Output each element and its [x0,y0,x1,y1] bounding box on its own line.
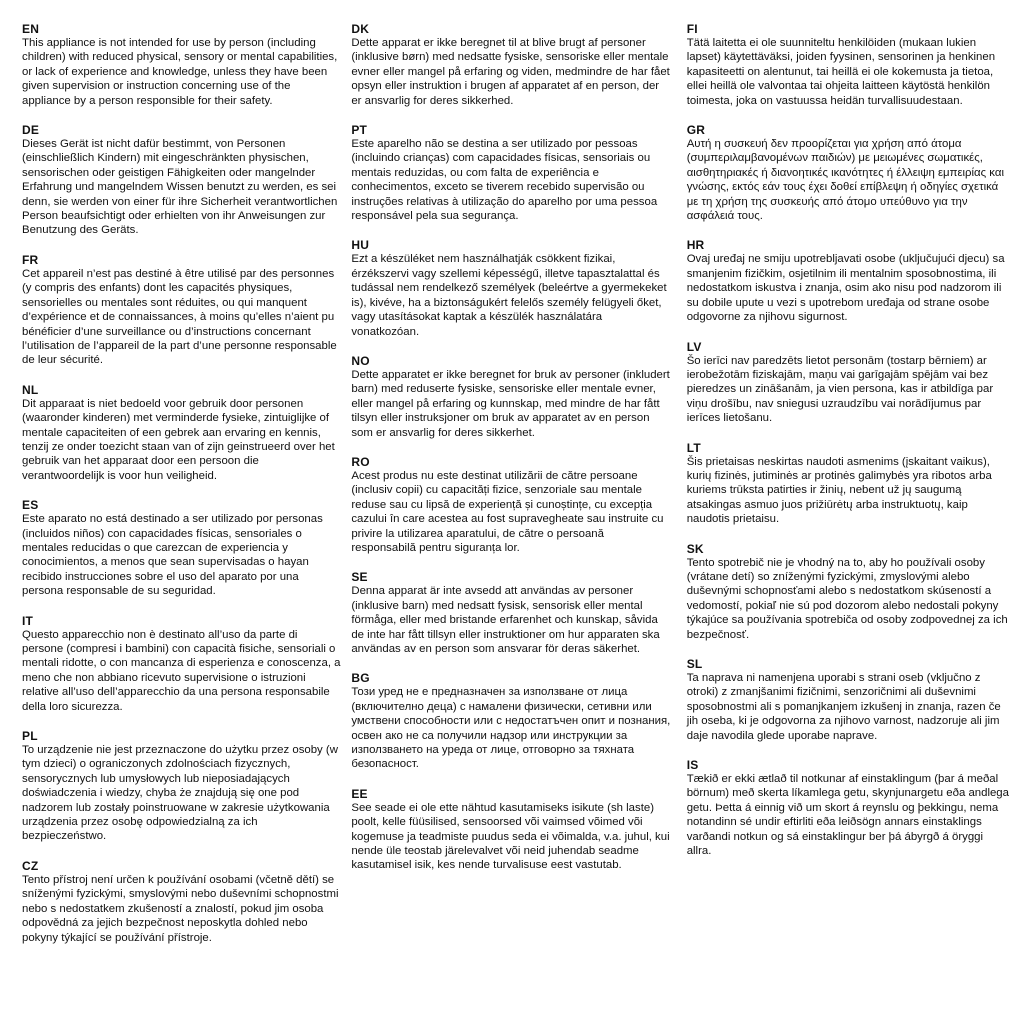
language-code: PL [22,729,38,744]
language-section-no [351,354,670,440]
safety-warning-text: Este aparato no está destinado a ser utilizado por personas (incluidos niños) con capacidades físicas, sensoriales o mentales reducidas o que carezcan de experiencia y conocimientos, a menos que sean supervisadas o hayan recibido instrucciones sobre el uso del aparato por una persona responsable de su seguridad. [22,513,323,598]
safety-warning-text: Šo ierīci nav paredzēts lietot personām (tostarp bērniem) ar ierobežotām fiziskajām, maņu vai garīgajām spējām vai bez pieredzes un zināšanām, ja vien persona, kas ir atbildīga par viņu drošību, nav sniegusi uzraudzību vai norādījumus par ierīces lietošanu. [686,354,994,425]
language-code: LV [686,339,702,354]
safety-warning-text: Tätä laitetta ei ole suunniteltu henkilöiden (mukaan lukien lapset) käytettäväksi, joiden fyysinen, sensorinen ja henkinen kapasiteetti on alentunut, tai heillä ei ole kokemusta ja tietoa, ellei heillä ole valvontaa tai ohjeita laitteen käytöstä henkilön toimesta, joka on vastuussa heidän turvallisuudestaan. [686,37,996,107]
language-code: DE [22,123,40,138]
language-section-gr [687,123,1010,223]
language-code: IT [22,613,34,628]
language-section-sk [687,542,1010,642]
safety-warning-text: Αυτή η συσκευή δεν προορίζεται για χρήση από άτομα (συμπεριλαμβανομένων παιδιών) με μειωμένες σωματικές, αισθητηριακές ή διανοητικές ικανότητες ή έλλειψη εμπειρίας και γνώσης, εκτός εάν τους έχει δοθεί επίβλεψη ή οδηγίες σχετικά με τη χρήση της συσκευής από άτομο υπεύθυνο για την ασφάλειά τους. [686,138,1004,223]
language-code: DK [351,22,370,36]
language-code: BG [351,671,370,686]
language-section-ro [351,455,670,555]
safety-warning-text: Dit apparaat is niet bedoeld voor gebruik door personen (waaronder kinderen) met verminderde fysieke, zintuiglijke of mentale capaciteiten of een gebrek aan ervaring en kennis, tenzij ze onder toezicht staan van of zijn geinstrueerd over het gebruik van het apparaat door een persoon die verantwoordelijk is voor hun veiligheid. [22,397,335,482]
language-section-lv [687,340,1010,426]
language-section-nl [22,383,341,483]
safety-warning-text: Cet appareil n’est pas destiné à être utilisé par des personnes (y compris des enfants) dont les capacités physiques, sensorielles ou mentales sont réduites, ou qui manquent d’expérience et de connaissances, à moins qu’elles n’aient pu bénéficier d’une surveillance ou d’instructions concernant l’utilisation de l’appareil de la part d’une personne responsable de leur sécurité. [22,267,337,367]
safety-warning-text: Ezt a készüléket nem használhatják csökkent fizikai, érzékszervi vagy szellemi képességű, illetve tapasztalattal és tudással nem rendelkező személyek (beleértve a gyermekeket is), kivéve, ha a biztonságukért felelős személy felügyeli őket, vagy utasításokat kaptak a készülék használatára vonatkozóan. [351,253,667,338]
language-section-fr [22,253,341,368]
language-section-de [22,123,341,238]
language-section-pt [351,123,670,223]
language-section-fi [687,22,1010,108]
safety-warning-text: Tento spotrebič nie je vhodný na to, aby ho používali osoby (vrátane detí) so zníženými fyzickými, zmyslovými alebo duševnými schopnosťami alebo s nedostatkom skúseností a vedomostí, pokiaľ nie sú pod dozorom alebo nedostali pokyny týkajúce sa používania spotrebiča od osoby zodpovednej za ich bezpečnosť. [686,556,1008,641]
language-code: SE [351,570,368,585]
safety-warning-text: Tækið er ekki ætlað til notkunar af einstaklingum (þar á meðal börnum) með skerta líkamlega getu, skynjunargetu eða andlega getu. Þetta á einnig við um skort á reynslu og þekkingu, nema notandinn sé undir eftirliti eða leiðsögn annars einstaklings varðandi notkun og sá einstaklingur ber þá ábyrgð á öryggi allra. [686,773,1009,858]
language-code: FR [22,252,39,267]
language-code: NL [22,382,39,397]
language-section-is [687,758,1010,858]
language-code: GR [686,123,706,138]
safety-warning-text: Dette apparat er ikke beregnet til at blive brugt af personer (inklusive børn) med nedsatte fysiske, sensoriske eller mentale evner eller mangel på erfaring og viden, medmindre de har fået opsyn eller instruktion i brugen af apparatet af en person, der er ansvarlig for deres sikkerhed. [351,37,670,107]
safety-warning-text: To urządzenie nie jest przeznaczone do użytku przez osoby (w tym dzieci) o ograniczonych zdolnościach fizycznych, sensorycznych lub umysłowych lub nieposiadających doświadczenia i wiedzy, chyba że znajdują się one pod nadzorem lub zostały poinstruowane w zakresie użytkowania urządzenia przez osobę odpowiedzialną za ich bezpieczeństwo. [22,744,338,843]
language-code: HU [351,238,370,253]
safety-warning-text: Questo apparecchio non è destinato all’uso da parte di persone (compresi i bambini) con capacità fisiche, sensoriali o mentali ridotte, o con mancanza di esperienza e conoscenza, a meno che non abbiano ricevuto supervisione o istruzioni relative all’uso dell’apparecchio da una persona responsabile della loro sicurezza. [22,628,341,713]
language-section-bg [351,671,670,771]
language-section-sl [687,657,1010,743]
language-section-pl [22,729,341,844]
safety-warning-text: Tento přístroj není určen k používání osobami (včetně dětí) se sníženými fyzickými, smyslovými nebo duševními schopnostmi nebo s nedostatkem zkušeností a znalostí, pokud jim osoba odpovědná za jejich bezpečnost neposkytla dohled nebo pokyny týkající se používání přístroje. [22,873,339,944]
language-code: RO [351,454,370,469]
safety-warning-text: Acest produs nu este destinat utilizării de către persoane (inclusiv copii) cu capacități fizice, senzoriale sau mentale reduse sau cu lipsă de experiență și cunoștințe, cu excepția cazului în care acestea au fost supravegheate sau instruite cu privire la utilizarea aparatului, de către o persoană responsabilă pentru siguranța lor. [351,469,664,554]
language-code: SK [686,541,704,556]
language-code: ES [22,498,39,513]
safety-warning-text: Ovaj uređaj ne smiju upotrebljavati osobe (uključujući djecu) sa smanjenim fizičkim, osjetilnim ili mentalnim sposobnostima, ili nedostatkom iskustva i znanja, osim ako nisu pod nadzorom ili su dobile upute u vezi s upotrebom uređaja od strane osobe odgovorne za njihovu sigurnost. [686,253,1005,324]
language-section-lt [687,441,1010,527]
language-section-cz [22,859,341,945]
language-code: EN [22,22,40,36]
safety-warning-text: See seade ei ole ette nähtud kasutamiseks isikute (sh laste) poolt, kelle füüsilised, sensoorsed või vaimsed võimed või kogemuse ja teadmiste puudus seda ei võimalda, v.a. juhul, kui nende üle teostab järelevalvet või neid juhendab seadme kasutamisel isik, kes nende turvalisuse eest vastutab. [351,801,670,872]
safety-warning-text: Dette apparatet er ikke beregnet for bruk av personer (inkludert barn) med reduserte fysiske, sensoriske eller mentale evner, eller mangel på erfaring og kunnskap, med mindre de har fått tilsyn eller instruksjoner om bruk av apparatet av en person som er ansvarlig for deres sikkerhet. [351,368,670,439]
safety-warning-text: Este aparelho não se destina a ser utilizado por pessoas (incluindo crianças) com capacidades físicas, sensoriais ou mentais reduzidas, ou com falta de experiência e conhecimentos, exceto se tiverem recebido supervisão ou instruções relativas à utilização do aparelho por uma pessoa responsável pela sua segurança. [351,138,658,223]
language-code: EE [351,786,368,801]
language-code: PT [351,123,368,138]
safety-warning-text: Dieses Gerät ist nicht dafür bestimmt, von Personen (einschließlich Kindern) mit eingeschränkten physischen, sensorischen oder geistigen Fähigkeiten oder mangelnder Erfahrung und mangelndem Wissen benutzt zu werden, es sei denn, sie werden von einer für ihre Sicherheit verantwortlichen Person beaufsichtigt oder erhielten von ihr Anweisungen zur Benutzung des Geräts. [22,138,338,237]
language-code: LT [686,440,701,455]
language-code: NO [351,353,370,368]
language-section-se [351,570,670,656]
safety-warning-text: Šis prietaisas neskirtas naudoti asmenims (įskaitant vaikus), kurių fizinės, jutiminės ar protinės galimybės yra ribotos arba kuriems trūksta patirties ir žinių, nebent už jų saugumą atsakingas asmuo juos prižiūrėtų arba instruktuotų, kaip naudotis prietaisu. [686,455,992,526]
column-3 [681,22,1010,1024]
language-section-en [22,22,341,108]
language-code: SL [686,657,703,671]
language-code: FI [686,22,698,36]
language-code: IS [686,758,699,773]
language-section-hr [687,238,1010,324]
language-code: HR [686,238,705,253]
column-2 [351,22,680,1024]
language-code: CZ [22,858,39,873]
column-1 [22,22,351,1024]
safety-warning-text: This appliance is not intended for use by person (including children) with reduced physical, sensory or mental capabilities, or lack of experience and knowledge, unless they have been given supervision or instruction concerning use of the appliance by a person responsible for their safety. [22,37,338,107]
safety-warning-text: Denna apparat är inte avsedd att användas av personer (inklusive barn) med nedsatt fysisk, sensorisk eller mental förmåga, eller med bristande erfarenhet och kunskap, såvida de inte har fått tillsyn eller instruktioner om hur apparaten ska användas av en person som ansvarar för deras säkerhet. [351,585,660,655]
language-section-hu [351,238,670,338]
safety-warning-text: Този уред не е предназначен за използване от лица (включително деца) с намалени физически, сетивни или умствени способности или с недостатъчен опит и познания, освен ако не са получили надзор или инструкции за използването на уреда от лице, отговорно за тяхната безопасност. [351,686,671,771]
language-section-ee [351,787,670,873]
language-section-dk [351,22,670,108]
language-section-it [22,614,341,714]
language-section-es [22,498,341,598]
safety-warning-text: Ta naprava ni namenjena uporabi s strani oseb (vključno z otroki) z zmanjšanimi fizičnimi, senzoričnimi ali duševnimi sposobnostmi ali s pomanjkanjem izkušenj in znanja, razen če jih oseba, ki je odgovorna za njihovo varnost, nadzoruje ali jim daje navodila glede uporabe naprave. [686,672,1001,742]
